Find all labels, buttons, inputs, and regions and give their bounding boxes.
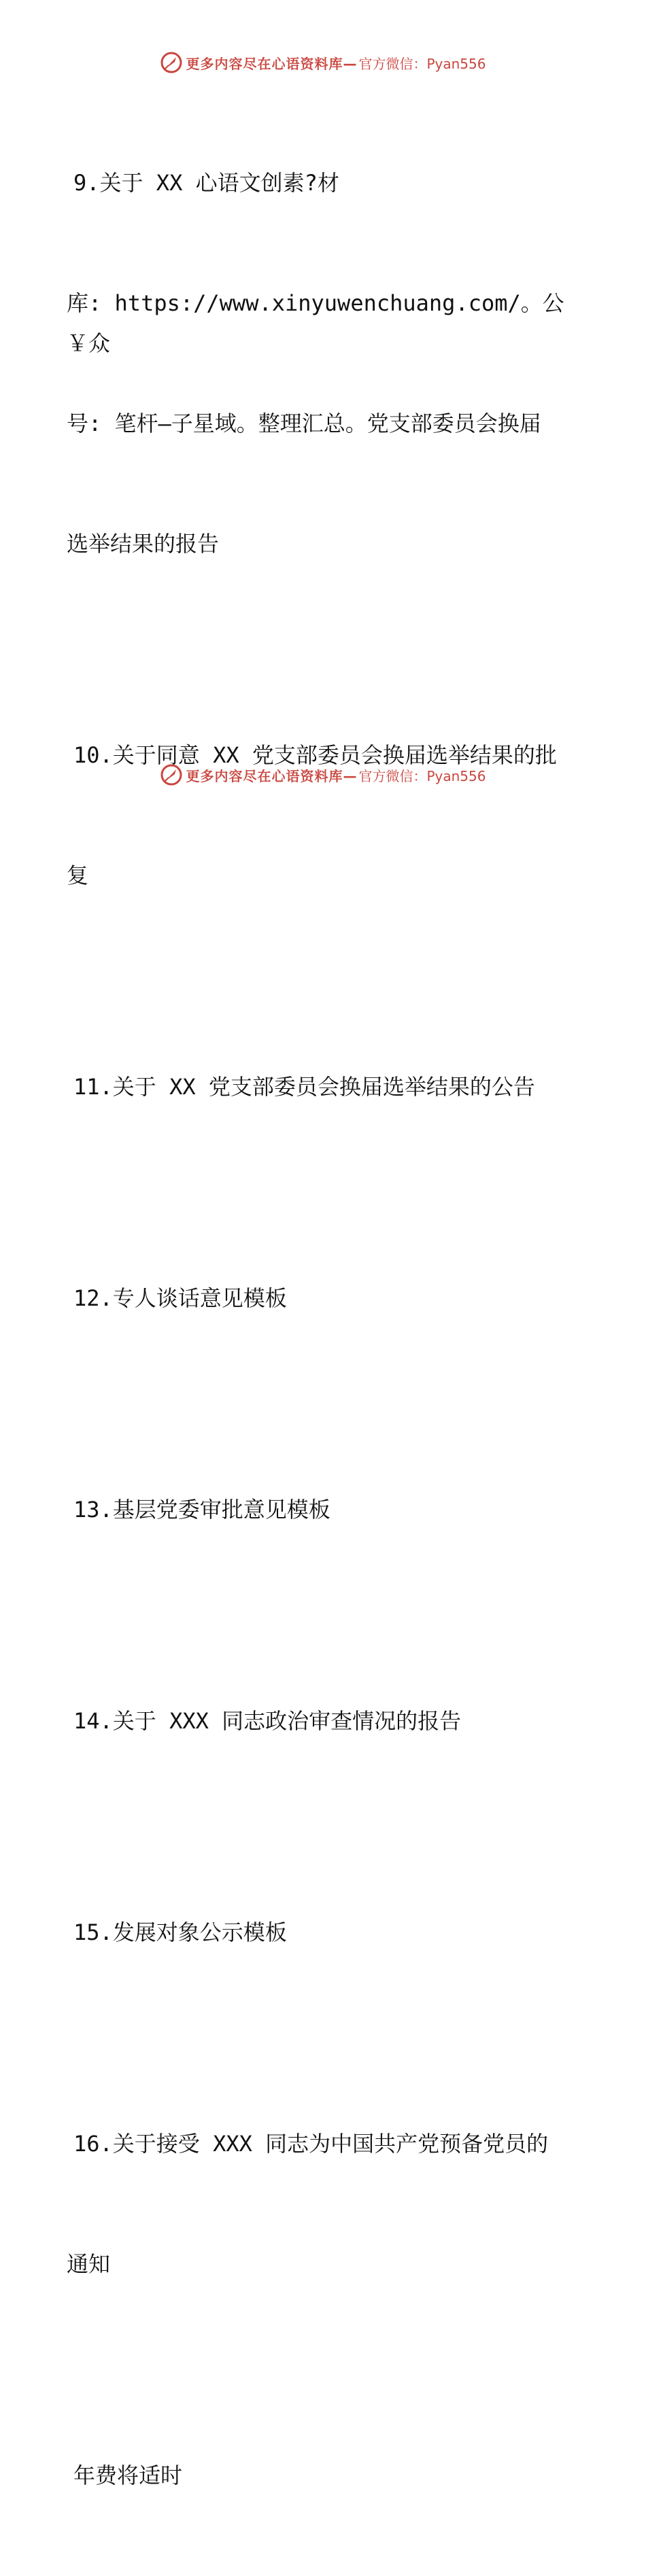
footer-banner bbox=[0, 761, 646, 788]
list-item bbox=[67, 1832, 583, 2033]
quill-logo-icon bbox=[160, 763, 183, 786]
text-line: 15.发展对象公示模板 bbox=[73, 1919, 287, 1945]
text-line: 号: 笔杆—子星域。整理汇总。党支部委员会换届 bbox=[67, 411, 541, 436]
banner-wechat: 官方微信：Pyan556 bbox=[358, 767, 486, 784]
list-item bbox=[67, 1621, 583, 1822]
list-item bbox=[67, 2375, 583, 2576]
text-line: 9.关于 XX 心语文创素?材 bbox=[73, 170, 339, 196]
banner-title: 更多内容尽在心语资料库— bbox=[186, 767, 358, 784]
text-line: 库: https://www.xinyuwenchuang.com/。公￥众 bbox=[67, 290, 564, 356]
text-line: 选举结果的报告 bbox=[67, 531, 220, 557]
document-body bbox=[67, 83, 583, 2576]
list-item bbox=[67, 1198, 583, 1399]
text-line: 11.关于 XX 党支部委员会换届选举结果的公告 bbox=[73, 1074, 535, 1100]
list-item bbox=[67, 1410, 583, 1610]
list-item bbox=[67, 655, 583, 976]
text-line: 通知 bbox=[67, 2251, 111, 2277]
text-line: 复 bbox=[67, 863, 89, 888]
text-line: 16.关于接受 XXX 同志为中国共产党预备党员的 bbox=[73, 2131, 549, 2157]
text-line: 14.关于 XXX 同志政治审查情况的报告 bbox=[73, 1708, 462, 1734]
banner-title: 更多内容尽在心语资料库— bbox=[186, 55, 358, 72]
text-line: 12.专人谈话意见模板 bbox=[73, 1285, 287, 1311]
list-item bbox=[67, 2044, 583, 2365]
header-banner bbox=[0, 49, 646, 76]
text-line: 13.基层党委审批意见模板 bbox=[73, 1497, 330, 1522]
quill-logo-icon bbox=[160, 51, 183, 74]
list-item bbox=[67, 83, 583, 644]
text-line: 10.关于同意 XX 党支部委员会换届选举结果的批 bbox=[73, 742, 557, 768]
banner-wechat: 官方微信：Pyan556 bbox=[358, 55, 486, 72]
list-item bbox=[67, 987, 583, 1187]
text-line: 年费将适时 bbox=[73, 2462, 183, 2488]
